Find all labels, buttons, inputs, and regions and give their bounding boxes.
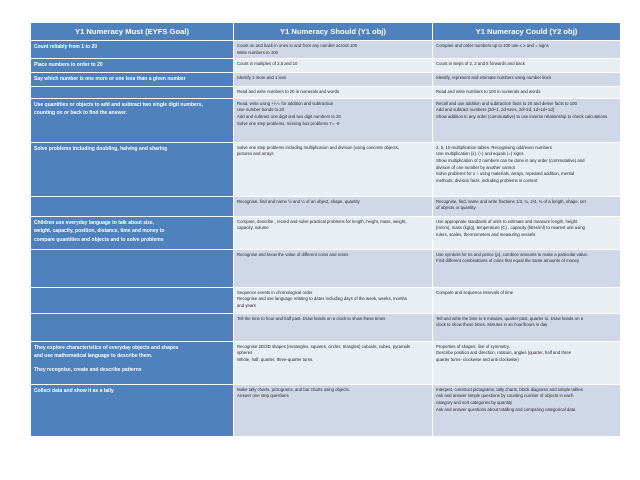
header-should: Y1 Numeracy Should (Y1 obj) xyxy=(234,23,433,41)
could-cell: Use symbols for £s and pence (p), combine amounts to make a particular value. Find different combinations of coins that equal the same amounts of money xyxy=(433,249,621,287)
should-cell: Make tally charts, pictograms, and bar charts using objects. Answer one step questions xyxy=(234,384,433,436)
must-cell: Use quantities or objects to add and subtract two single digit numbers, counting on or back to find the answer. xyxy=(31,98,234,142)
could-cell: Properties of shapes, line of symmetry. Describe position and direction, rotation, angles (quarter, half and three quarter turns- clockwise and anti clockwise) xyxy=(433,341,621,384)
must-cell xyxy=(31,313,234,341)
numeracy-table-wrapper xyxy=(30,22,620,437)
should-cell: Identify 1 more and 1 less xyxy=(234,73,433,87)
should-cell: Count in multiples of 2,5 and 10 xyxy=(234,59,433,73)
must-cell: Children use everyday language to talk about size, weight, capacity, position, distance, time and money to compare quantities and objects and to solve problems xyxy=(31,216,234,249)
could-cell: Compare and sequence intervals of time xyxy=(433,287,621,313)
must-cell: Say which number is one more or one less than a given number xyxy=(31,73,234,87)
could-cell: Recognise, find, name and write fractions 1/3, ¼, 2/4, ¾ of a length, shape, set of objects or quantity xyxy=(433,196,621,216)
could-cell: Use appropriate standards of units to estimate and measure length, height (m/cm), mass (kg/g), temperature (C) , capacity (litres/ml) to nearest unit using rulers, scales, thermometers and measuring vessels xyxy=(433,216,621,249)
table-row xyxy=(31,313,621,341)
must-cell: Count reliably from 1 to 20 xyxy=(31,41,234,59)
could-cell: Recall and use addition and subtraction facts to 20 and derive facts to 100 Add and subtract numbers (2d+1, 2d+tens, 2d+2d, 1d+1d+1d) Show addition in any order (commutative) to use inverse relationship to check calculations xyxy=(433,98,621,142)
must-cell: Solve problems including doubling, halving and sharing xyxy=(31,142,234,196)
header-could: Y1 Numeracy Could (Y2 obj) xyxy=(433,23,621,41)
table-row xyxy=(31,216,621,249)
table-row xyxy=(31,287,621,313)
must-cell xyxy=(31,249,234,287)
must-cell: They explore characteristics of everyday objects and shapes and use mathematical language to describe them. They recognise, create and describe patterns xyxy=(31,341,234,384)
should-cell: Count on and back in ones to and from any number across 100 Write numbers to 100 xyxy=(234,41,433,59)
should-cell: Recognise, find and name ½ and ¼ of an object, shape, quantity xyxy=(234,196,433,216)
should-cell: Read and write numbers to 20 in numerals and words xyxy=(234,86,433,98)
table-row xyxy=(31,341,621,384)
should-cell: Compare, describe , record and solve practical problems for length, height, mass, weight, capacity, volume xyxy=(234,216,433,249)
table-row xyxy=(31,249,621,287)
header-row xyxy=(31,23,621,41)
header-must: Y1 Numeracy Must (EYFS Goal) xyxy=(31,23,234,41)
table-row xyxy=(31,384,621,436)
table-row xyxy=(31,196,621,216)
table-row xyxy=(31,73,621,87)
must-cell: Place numbers in order to 20 xyxy=(31,59,234,73)
should-cell: Recognise 2D/3D shapes (rectangles, squares, circles, triangles) cuboids, cubes, pyramids spheres Whole, half, quarter, three-quarter turns. xyxy=(234,341,433,384)
could-cell: Read and write numbers to 100 in numerals and words xyxy=(433,86,621,98)
table-row xyxy=(31,86,621,98)
must-cell xyxy=(31,196,234,216)
should-cell: Sequence events in chronological order Recognise and use language relating to dates including days of the week, weeks, months and years xyxy=(234,287,433,313)
should-cell: Tell the time to hour and half past. Draw hands on a clock to show these times xyxy=(234,313,433,341)
table-row xyxy=(31,59,621,73)
could-cell: Compare and order numbers up to 100 use ≤ ≥ and = signs xyxy=(433,41,621,59)
should-cell: Solve one step problems including multiplication and division (using concrete objects, pictures and arrays xyxy=(234,142,433,196)
must-cell: Collect data and show it as a tally xyxy=(31,384,234,436)
could-cell: Tell and write the time to 5 minutes, quarter past, quarter to. Draw hands on a clock to show these times. Minutes in an hour/hours in day xyxy=(433,313,621,341)
table-row xyxy=(31,142,621,196)
could-cell: Interpret, construct pictograms, tally charts, block diagrams and simple tables Ask and answer simple questions by counting number of objects in each category and sort categories by quantity Ask and answer questions about totalling and comparing categorical data xyxy=(433,384,621,436)
could-cell: Identify, represent and estimate numbers using number lines xyxy=(433,73,621,87)
table-row xyxy=(31,41,621,59)
numeracy-table xyxy=(30,22,621,437)
could-cell: 2, 5, 10 multiplication tables. Recognising odd/even numbers Use multiplication (x), (÷) and equals (=) signs Show multiplication of 2 numbers can be done in any order (commutative) and division of one number by another cannot Solve problems for x ÷ using materials, arrays, repeated addition, mental methods, division facts ,including problems in context xyxy=(433,142,621,196)
should-cell: Read, write using +/-/= for addition and subtraction Use number bonds to 20 Add and subtract one digit and two digit numbers to 20 Solve one step problems, missing box problems 7= -9 xyxy=(234,98,433,142)
must-cell xyxy=(31,287,234,313)
table-row xyxy=(31,98,621,142)
should-cell: Recognise and know the value of different coins and notes xyxy=(234,249,433,287)
could-cell: Count in steps of 2, 3 and 5 forwards and back xyxy=(433,59,621,73)
must-cell xyxy=(31,86,234,98)
